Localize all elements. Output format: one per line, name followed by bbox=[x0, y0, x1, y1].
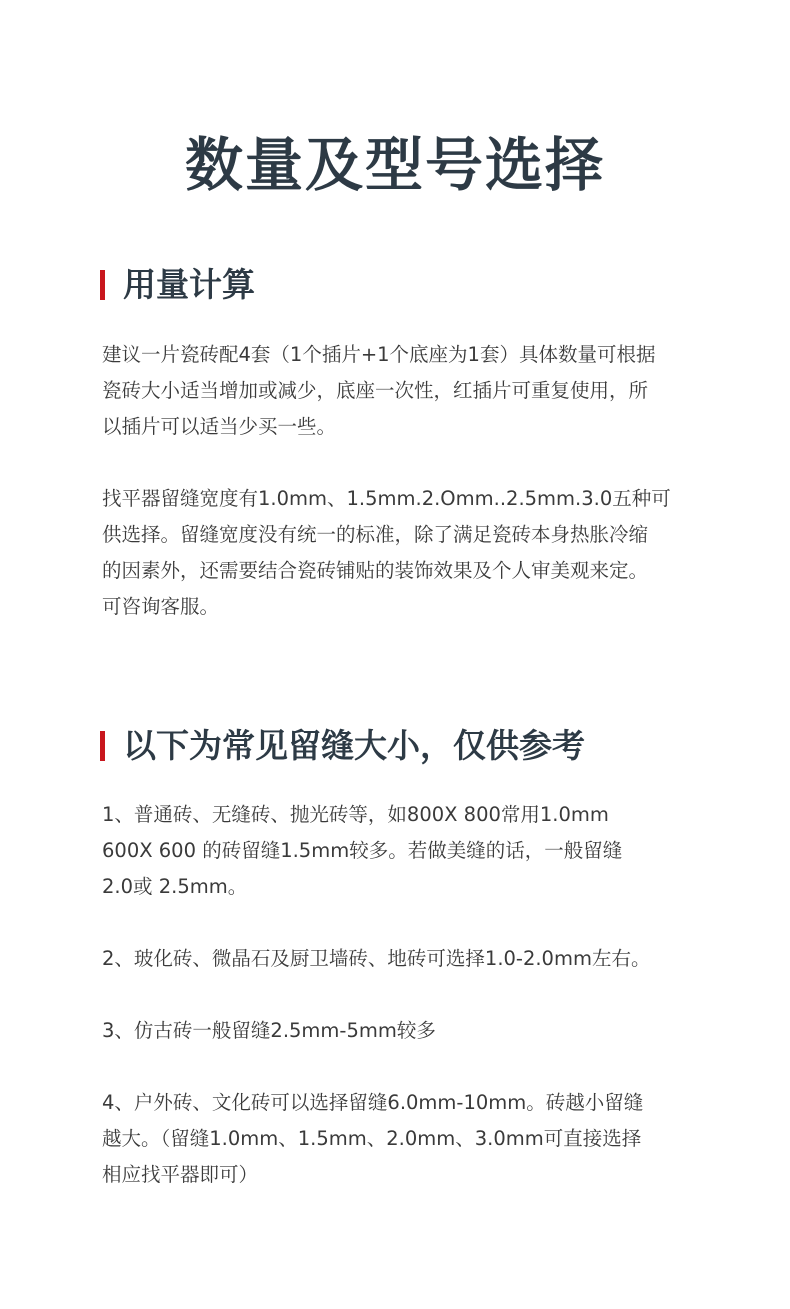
text-line: 以插片可以适当少买一些。 bbox=[102, 415, 337, 438]
heading-accent-bar bbox=[100, 270, 105, 300]
text-line: 可咨询客服。 bbox=[102, 595, 220, 618]
text-line: 瓷砖大小适当增加或减少，底座一次性，红插片可重复使用，所 bbox=[102, 379, 649, 402]
list-item-vitrified-tiles bbox=[102, 941, 702, 977]
section-heading-text: 以下为常见留缝大小，仅供参考 bbox=[123, 726, 585, 765]
heading-accent-bar bbox=[100, 731, 105, 761]
text-line: 600X 600 的砖留缝1.5mm较多。若做美缝的话，一般留缝 bbox=[102, 839, 623, 862]
text-line: 相应找平器即可） bbox=[102, 1163, 259, 1186]
text-line: 4、户外砖、文化砖可以选择留缝6.0mm-10mm。砖越小留缝 bbox=[102, 1091, 644, 1114]
text-line: 找平器留缝宽度有1.0mm、1.5mm.2.Omm..2.5mm.3.0五种可 bbox=[102, 487, 671, 510]
list-item-antique-tiles bbox=[102, 1013, 702, 1049]
list-item-outdoor-tiles bbox=[102, 1085, 702, 1193]
section-heading-usage bbox=[100, 263, 255, 307]
paragraph-gap-widths bbox=[102, 481, 702, 625]
text-line: 建议一片瓷砖配4套（1个插片+1个底座为1套）具体数量可根据 bbox=[102, 343, 656, 366]
paragraph-usage-suggestion bbox=[102, 337, 702, 445]
text-line: 越大。（留缝1.0mm、1.5mm、2.0mm、3.0mm可直接选择 bbox=[102, 1127, 642, 1150]
section-heading-text: 用量计算 bbox=[123, 265, 255, 304]
text-line: 2、玻化砖、微晶石及厨卫墙砖、地砖可选择1.0-2.0mm左右。 bbox=[102, 947, 651, 970]
list-item-polished-tiles bbox=[102, 797, 702, 905]
page-title: 数量及型号选择 bbox=[184, 131, 605, 199]
text-line: 1、普通砖、无缝砖、抛光砖等，如800X 800常用1.0mm bbox=[102, 803, 609, 826]
text-line: 2.0或 2.5mm。 bbox=[102, 875, 248, 898]
section-heading-common-gaps bbox=[100, 724, 585, 768]
text-line: 3、仿古砖一般留缝2.5mm-5mm较多 bbox=[102, 1019, 436, 1042]
text-line: 的因素外，还需要结合瓷砖铺贴的装饰效果及个人审美观来定。 bbox=[102, 559, 649, 582]
text-line: 供选择。留缝宽度没有统一的标准，除了满足瓷砖本身热胀冷缩 bbox=[102, 523, 649, 546]
